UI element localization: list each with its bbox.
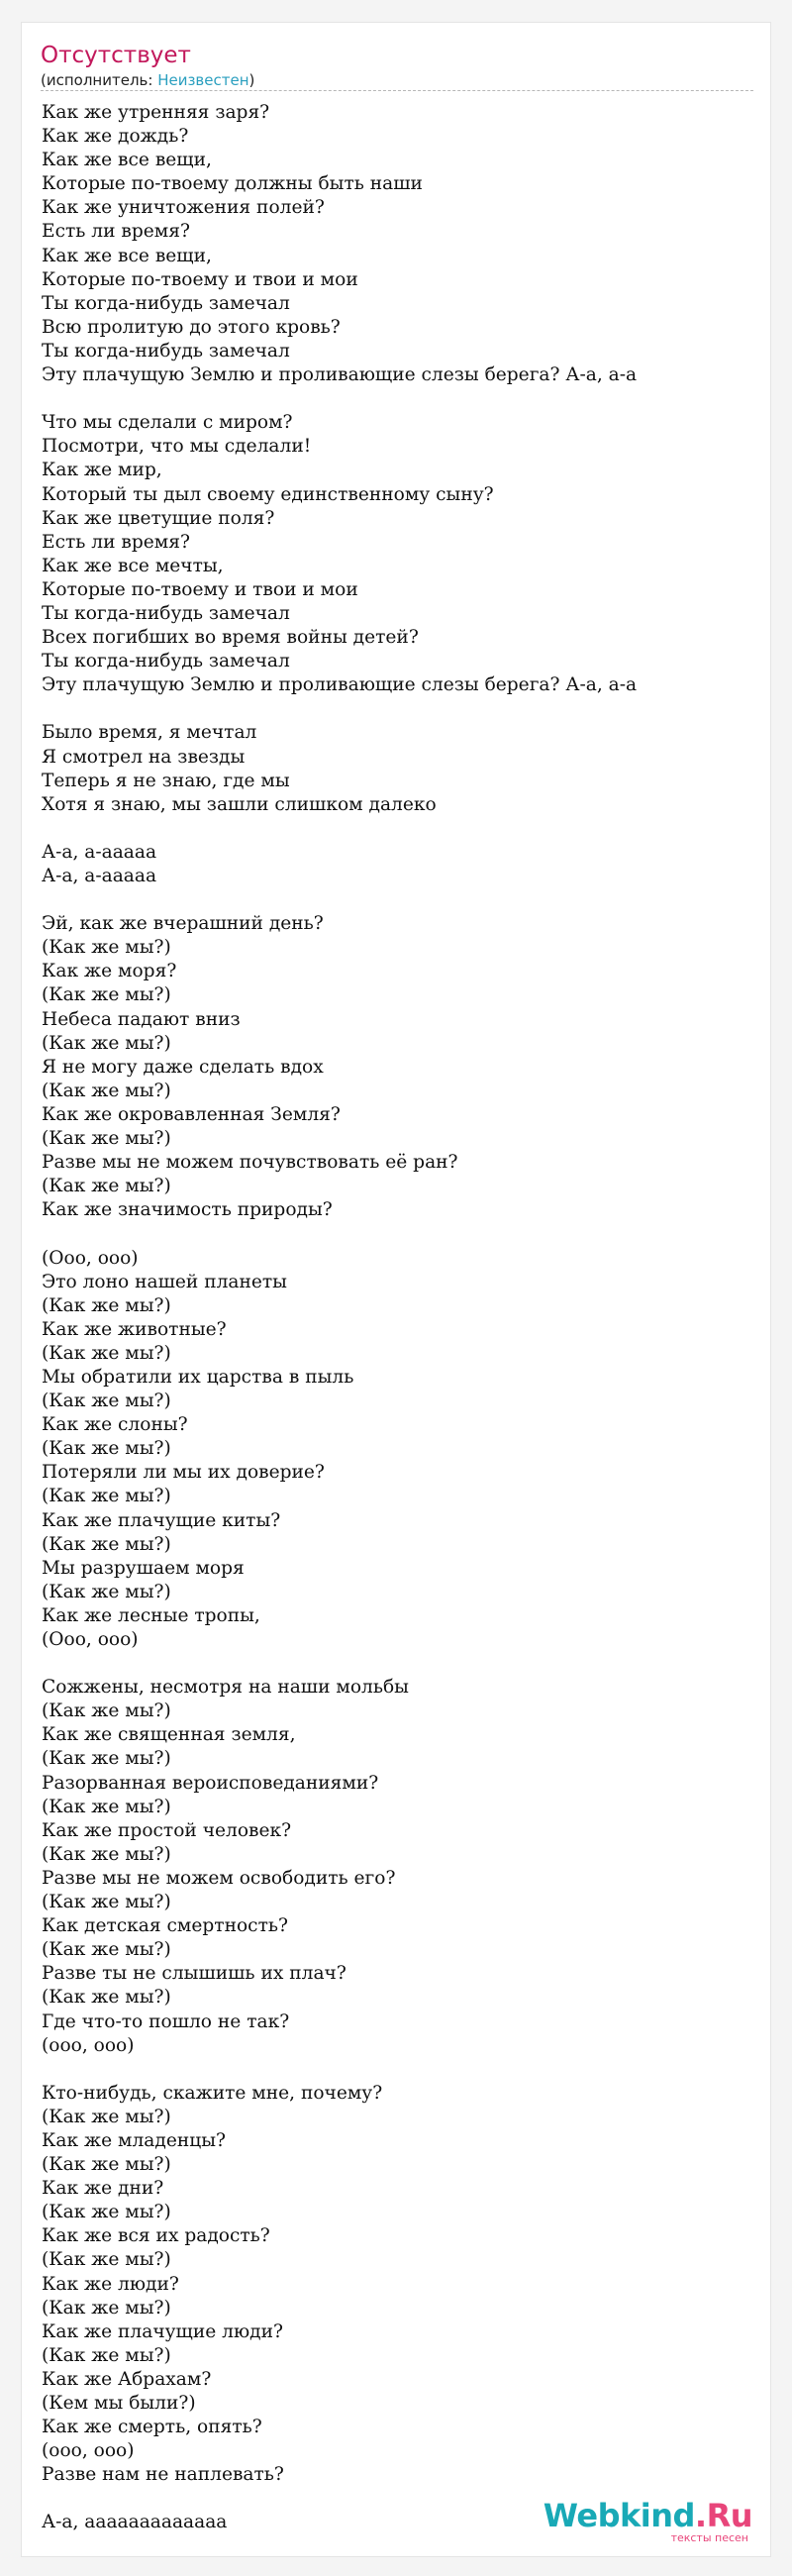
song-title: Отсутствует [41,43,191,68]
lyric-line: (Как же мы?) [42,1987,171,2009]
lyric-line: Который ты дыл своему единственному сыну? [42,483,494,505]
title-divider [41,90,753,91]
lyric-line: (Как же мы?) [42,1032,171,1054]
artist-prefix: (исполнитель: [41,71,158,89]
lyric-line: Эй, как же вчерашний день? [42,913,324,935]
lyric-line: (Как же мы?) [42,2154,171,2176]
lyric-line: Как же лесные тропы, [42,1604,260,1626]
lyric-line: Эту плачущую Землю и проливающие слезы берега? А-а, а-а [42,674,638,696]
lyric-line: (Как же мы?) [42,1700,171,1722]
lyric-line: Есть ли время? [42,221,190,243]
lyric-line: Как же Абрахам? [42,2368,212,2390]
stanza-gap [42,817,754,841]
lyric-line: Небеса падают вниз [42,1008,241,1030]
lyric-line: А-а, а-ааааа [42,866,157,886]
lyric-line: Сожжены, несмотря на наши мольбы [42,1677,409,1699]
lyric-line: (Как же мы?) [42,937,171,959]
artist-link[interactable]: Неизвестен [157,71,249,89]
lyric-line: Было время, я мечтал [42,722,257,744]
lyric-line: (Как же мы?) [42,1796,171,1817]
lyric-line: (Как же мы?) [42,984,171,1006]
lyric-line: Которые по-твоему и твои и мои [42,268,358,290]
lyric-line: (Как же мы?) [42,1581,171,1602]
lyric-line: Эту плачущую Землю и проливающие слезы берега? А-а, а-а [42,364,638,386]
lyric-line: Ты когда-нибудь замечал [42,651,290,672]
lyric-line: Разве мы не можем почувствовать её ран? [42,1152,458,1174]
stanza-gap [42,1222,754,1246]
logo-brand: Webkind [543,2497,695,2534]
lyrics-card [21,22,771,2557]
stanza-gap [42,2058,754,2082]
lyric-line: Ты когда-нибудь замечал [42,602,290,624]
lyric-line: (Как же мы?) [42,1486,171,1507]
lyric-line: (ооо, ооо) [42,2034,135,2056]
lyric-line: (Ооо, ооо) [42,1247,139,1269]
lyric-line: Потеряли ли мы их доверие? [42,1462,325,1484]
lyric-line: (Как же мы?) [42,1176,171,1197]
lyric-line: (Как же мы?) [42,1294,171,1316]
lyric-line: Как же моря? [42,961,177,982]
lyric-line: (Как же мы?) [42,2202,171,2223]
lyric-line: Как детская смертность? [42,1915,288,1937]
lyric-line: Я не могу даже сделать вдох [42,1056,324,1078]
lyric-line: Разорванная вероисповеданиями? [42,1772,379,1794]
lyric-line: Есть ли время? [42,531,190,553]
lyric-line: Ты когда-нибудь замечал [42,340,290,361]
logo-tld: .Ru [694,2497,752,2534]
lyric-line: (Как же мы?) [42,1128,171,1150]
lyric-line: Как же животные? [42,1318,227,1340]
lyric-line: Хотя я знаю, мы зашли слишком далеко [42,793,437,815]
lyrics-text [42,101,754,2535]
lyric-line: Как же люди? [42,2273,179,2295]
artist-line [41,70,254,90]
lyric-line: Всех погибших во время войны детей? [42,627,419,649]
lyric-line: Которые по-твоему должны быть наши [42,173,423,195]
lyric-line: Как же дни? [42,2178,164,2200]
lyric-line: Разве мы не можем освободить его? [42,1867,396,1889]
lyric-line: Где что-то пошло не так? [42,2010,290,2032]
lyric-line: Как же слоны? [42,1414,188,1436]
lyric-line: Я смотрел на звезды [42,746,246,768]
lyric-line: (Как же мы?) [42,2249,171,2271]
lyric-line: Как же утренняя заря? [42,102,270,123]
lyric-line: Как же цветущие поля? [42,507,275,529]
lyric-line: Всю пролитую до этого кровь? [42,316,341,338]
logo-tagline: тексты песен [670,2531,748,2544]
lyric-line: Как же младенцы? [42,2129,226,2151]
lyric-line: (Как же мы?) [42,1892,171,1913]
lyric-line: Как же все вещи, [42,245,212,266]
lyric-line: (Кем мы были?) [42,2393,196,2414]
lyric-line: Как же простой человек? [42,1819,292,1841]
lyric-line: Как же окровавленная Земля? [42,1103,341,1125]
lyric-line: Что мы сделали с миром? [42,412,293,434]
lyric-line: Мы разрушаем моря [42,1557,245,1579]
lyric-line: (Как же мы?) [42,1939,171,1961]
lyric-line: Посмотри, что мы сделали! [42,436,312,458]
lyric-line: А-а, ааааааааааааа [42,2512,228,2533]
lyric-line: (Как же мы?) [42,1391,171,1412]
lyric-line: Как же вся их радость? [42,2225,270,2247]
lyric-line: Как же плачущие киты? [42,1509,281,1531]
lyric-line: (Как же мы?) [42,2344,171,2366]
lyric-line: Как же все вещи, [42,150,212,171]
lyric-line: Как же священная земля, [42,1724,296,1746]
lyric-line: Кто-нибудь, скажите мне, почему? [42,2082,383,2104]
lyric-line: Разве ты не слышишь их плач? [42,1963,346,1985]
lyric-line: (Как же мы?) [42,2297,171,2318]
lyric-line: Как же плачущие люди? [42,2320,283,2342]
lyric-line: Как же уничтожения полей? [42,197,325,219]
lyric-line: (Как же мы?) [42,1843,171,1865]
lyric-line: Это лоно нашей планеты [42,1271,287,1292]
artist-suffix: ) [248,71,255,89]
lyric-line: Мы обратили их царства в пыль [42,1366,354,1388]
lyric-line: (Как же мы?) [42,1438,171,1460]
stanza-gap [42,387,754,411]
lyric-line: Как же смерть, опять? [42,2417,262,2438]
lyric-line: (Как же мы?) [42,1533,171,1555]
lyric-line: Как же дождь? [42,126,189,148]
lyric-line: Которые по-твоему и твои и мои [42,578,358,600]
lyric-line: А-а, а-ааааа [42,841,157,863]
lyric-line: (ооо, ооо) [42,2440,135,2462]
site-logo[interactable] [544,2499,752,2544]
lyric-line: Как же все мечты, [42,555,224,576]
stanza-gap [42,888,754,912]
lyric-line: (Как же мы?) [42,2106,171,2127]
lyric-line: Ты когда-нибудь замечал [42,292,290,314]
stanza-gap [42,697,754,721]
lyric-line: (Как же мы?) [42,1080,171,1101]
lyric-line: (Как же мы?) [42,1748,171,1770]
lyric-line: Как же значимость природы? [42,1199,333,1221]
lyric-line: Разве нам не наплевать? [42,2464,284,2486]
lyric-line: Теперь я не знаю, где мы [42,770,290,791]
lyric-line: Как же мир, [42,460,162,481]
lyric-line: (Как же мы?) [42,1342,171,1364]
lyric-line: (Ооо, ооо) [42,1629,139,1650]
stanza-gap [42,1652,754,1676]
